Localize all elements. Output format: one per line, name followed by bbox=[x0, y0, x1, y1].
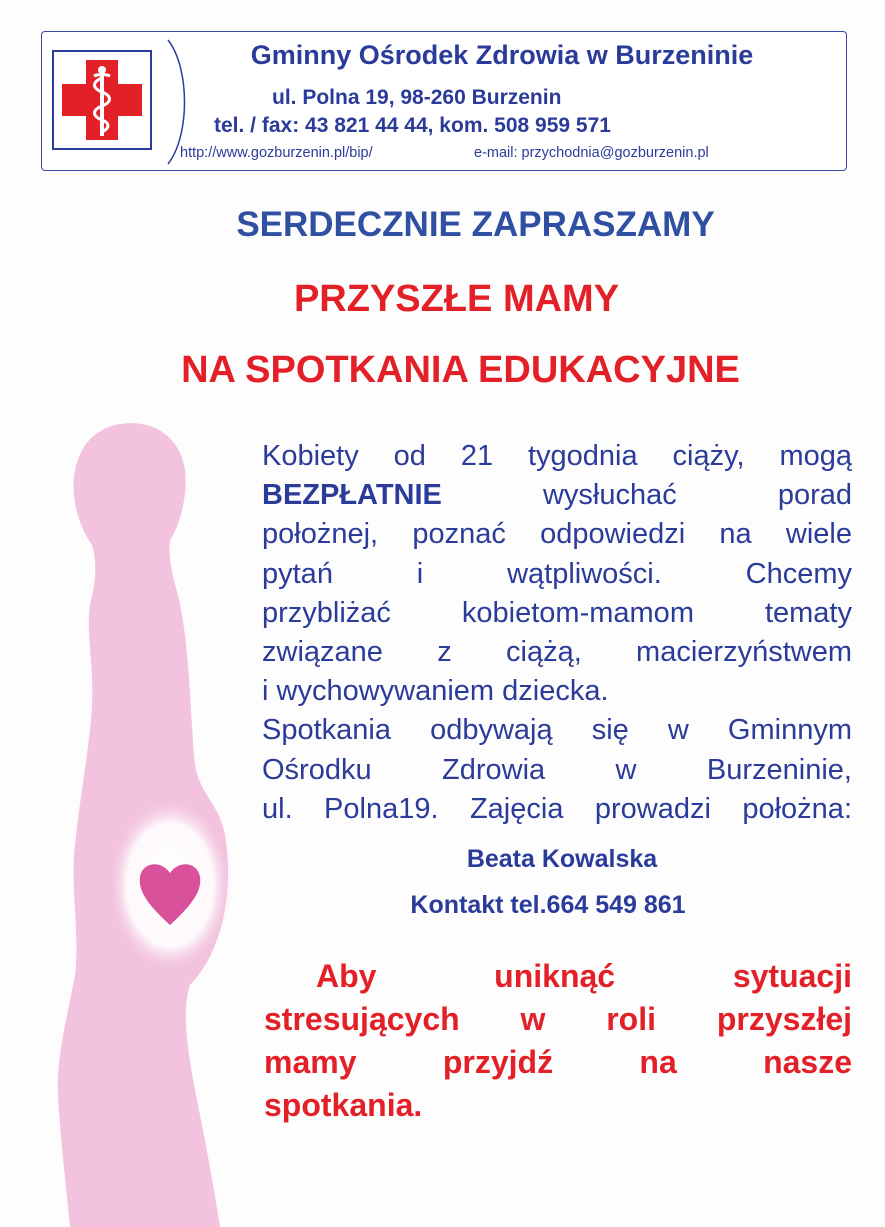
info-line: pytań i wątpliwości. Chcemy bbox=[262, 557, 852, 590]
closing-line: mamy przyjdź na nasze bbox=[264, 1044, 852, 1080]
info-line: Ośrodku Zdrowia w Burzeninie, bbox=[262, 753, 852, 786]
emphasis-text: BEZPŁATNIE bbox=[262, 479, 442, 512]
clinic-name: Gminny Ośrodek Zdrowia w Burzeninie bbox=[250, 40, 754, 70]
clinic-email[interactable]: e-mail: przychodnia@gozburzenin.pl bbox=[474, 145, 709, 161]
info-line: związane z ciążą, macierzyństwem bbox=[262, 636, 852, 669]
midwife-contact: Kontakt tel.664 549 861 bbox=[410, 891, 686, 919]
clinic-header bbox=[41, 31, 847, 171]
info-line: ul. Polna19. Zajęcia prowadzi położna: bbox=[262, 792, 852, 825]
info-line: Kobiety od 21 tygodnia ciąży, mogą bbox=[262, 440, 852, 472]
midwife-name: Beata Kowalska bbox=[466, 845, 658, 873]
closing-line: Aby uniknąć sytuacji bbox=[316, 958, 852, 994]
info-line-rest: wysłuchać porad bbox=[542, 479, 852, 512]
info-line: i wychowywaniem dziecka. bbox=[262, 675, 609, 708]
info-line: Spotkania odbywają się w Gminnym bbox=[262, 714, 852, 747]
closing-line: spotkania. bbox=[264, 1087, 423, 1123]
medical-cross-caduceus-icon bbox=[54, 52, 150, 148]
invite-heading: SERDECZNIE ZAPRASZAMY bbox=[236, 205, 715, 244]
clinic-logo bbox=[52, 50, 152, 150]
clinic-phone: tel. / fax: 43 821 44 44, kom. 508 959 571 bbox=[214, 114, 611, 137]
event-heading: NA SPOTKANIA EDUKACYJNE bbox=[181, 349, 740, 391]
info-paragraph bbox=[262, 437, 852, 829]
info-line: położnej, poznać odpowiedzi na wiele bbox=[262, 518, 852, 551]
closing-message bbox=[264, 955, 852, 1127]
info-line bbox=[262, 476, 852, 515]
pregnant-woman-silhouette-with-heart-icon bbox=[20, 415, 270, 1227]
audience-heading: PRZYSZŁE MAMY bbox=[293, 278, 620, 320]
closing-line: stresujących w roli przyszłej bbox=[264, 1001, 852, 1037]
info-line: przybliżać kobietom-mamom tematy bbox=[262, 596, 852, 629]
clinic-website[interactable]: http://www.gozburzenin.pl/bip/ bbox=[180, 145, 373, 161]
clinic-address: ul. Polna 19, 98-260 Burzenin bbox=[272, 86, 562, 109]
